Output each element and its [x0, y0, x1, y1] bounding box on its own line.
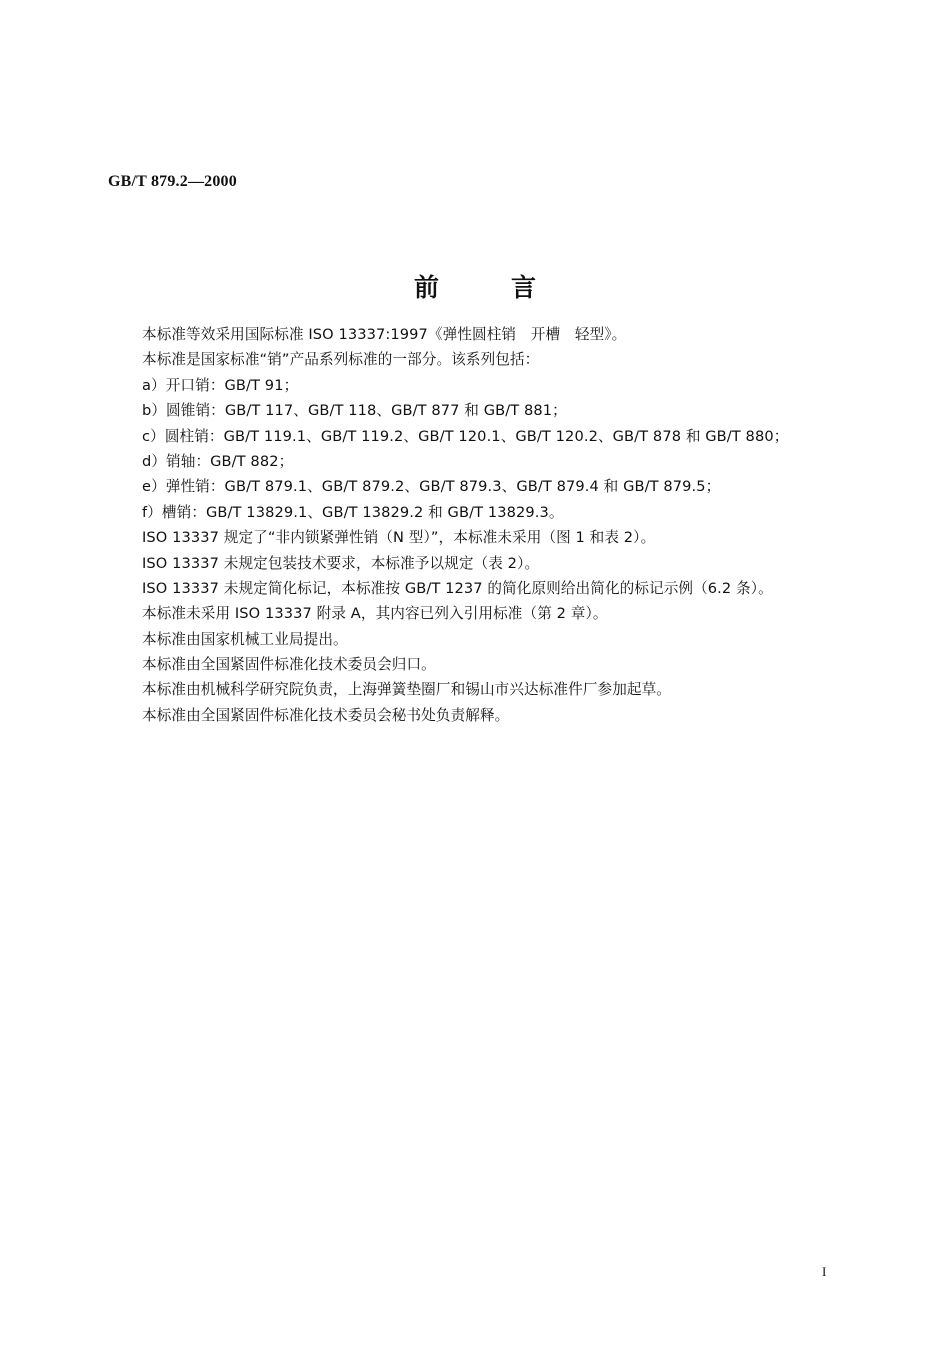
foreword-line: 本标准由全国紧固件标准化技术委员会秘书处负责解释。 [142, 706, 510, 724]
foreword-line: 本标准由国家机械工业局提出。 [142, 630, 348, 648]
foreword-line: e）弹性销：GB/T 879.1、GB/T 879.2、GB/T 879.3、GB/T 879.4 和 GB/T 879.5； [142, 478, 721, 496]
foreword-line: d）销轴：GB/T 882； [142, 452, 294, 470]
page-number: I [822, 1264, 827, 1279]
standard-code: GB/T 879.2—2000 [108, 173, 237, 190]
foreword-line: 本标准未采用 ISO 13337 附录 A，其内容已列入引用标准（第 2 章）。 [142, 605, 608, 623]
foreword-line: 本标准由机械科学研究院负责，上海弹簧垫圈厂和锡山市兴达标准件厂参加起草。 [142, 681, 671, 699]
foreword-line: 本标准由全国紧固件标准化技术委员会归口。 [142, 656, 436, 674]
foreword-line: ISO 13337 规定了“非内锁紧弹性销（N 型）”，本标准未采用（图 1 和表 2）。 [142, 529, 656, 547]
foreword-line: b）圆锥销：GB/T 117、GB/T 118、GB/T 877 和 GB/T 881； [142, 402, 567, 420]
page-title [0, 268, 950, 304]
foreword-line: ISO 13337 未规定简化标记，本标准按 GB/T 1237 的简化原则给出简化的标记示例（6.2 条）。 [142, 579, 773, 597]
foreword-line: ISO 13337 未规定包装技术要求，本标准予以规定（表 2）。 [142, 554, 540, 572]
foreword-line: c）圆柱销：GB/T 119.1、GB/T 119.2、GB/T 120.1、GB/T 120.2、GB/T 878 和 GB/T 880； [142, 427, 789, 445]
foreword-line: f）槽销：GB/T 13829.1、GB/T 13829.2 和 GB/T 13829.3。 [142, 503, 564, 521]
foreword-line: 本标准等效采用国际标准 ISO 13337:1997《弹性圆柱销 开槽 轻型》。 [142, 326, 627, 343]
title-part-2: 言 [511, 273, 537, 302]
foreword-body [142, 322, 842, 728]
title-part-1: 前 [413, 273, 439, 302]
foreword-line: a）开口销：GB/T 91； [142, 376, 299, 394]
foreword-line: 本标准是国家标准“销”产品系列标准的一部分。该系列包括： [142, 351, 540, 369]
